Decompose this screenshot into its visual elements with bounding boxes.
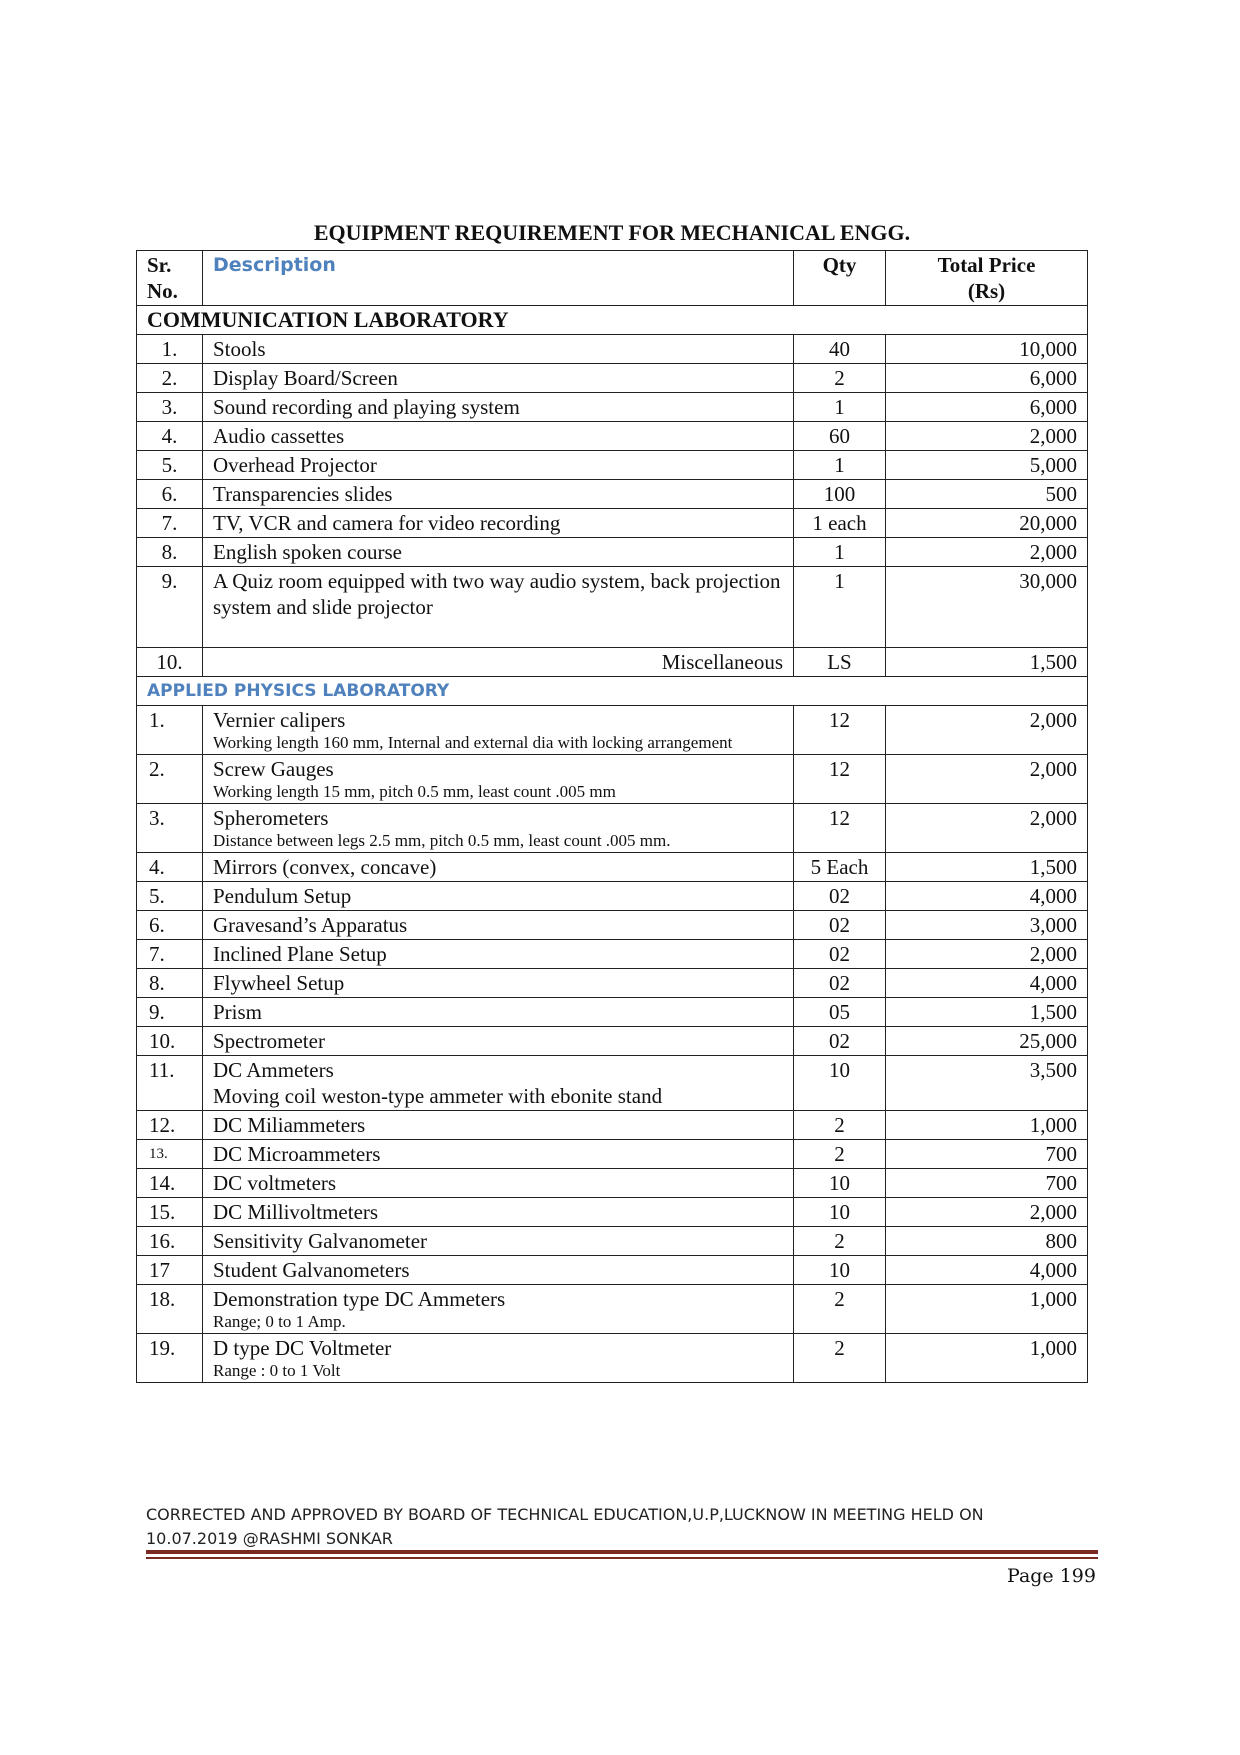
section-row-physics (137, 677, 1088, 706)
table-row (137, 422, 1088, 451)
footer-line-1: CORRECTED AND APPROVED BY BOARD OF TECHNICAL EDUCATION,U.P,LUCKNOW IN MEETING HELD ON (146, 1505, 984, 1524)
row-qty: 2 (794, 1111, 886, 1140)
row-sr: 6. (137, 911, 203, 940)
header-sr-no: Sr. No. (137, 251, 203, 306)
footer-rule-thin (146, 1557, 1098, 1559)
row-description: DC voltmeters (203, 1169, 794, 1198)
row-sr: 9. (137, 998, 203, 1027)
row-sr: 18. (137, 1285, 203, 1334)
row-description: Miscellaneous (203, 648, 794, 677)
row-description: Display Board/Screen (203, 364, 794, 393)
row-qty: 1 (794, 451, 886, 480)
table-row (137, 393, 1088, 422)
row-qty: 10 (794, 1169, 886, 1198)
row-sr: 4. (137, 422, 203, 451)
table-row (137, 1169, 1088, 1198)
section-title-physics: APPLIED PHYSICS LABORATORY (137, 677, 1088, 706)
header-total-price: Total Price (Rs) (886, 251, 1088, 306)
row-qty: 12 (794, 755, 886, 804)
table-row (137, 451, 1088, 480)
row-qty: 10 (794, 1198, 886, 1227)
row-sr: 16. (137, 1227, 203, 1256)
row-description: Flywheel Setup (203, 969, 794, 998)
row-price: 10,000 (886, 335, 1088, 364)
table-row (137, 538, 1088, 567)
row-sr: 1. (137, 706, 203, 755)
header-qty: Qty (794, 251, 886, 306)
table-row (137, 364, 1088, 393)
row-price: 1,000 (886, 1111, 1088, 1140)
table-row (137, 706, 1088, 755)
row-spec: Range; 0 to 1 Amp. (213, 1312, 346, 1331)
table-row (137, 1227, 1088, 1256)
row-sr: 15. (137, 1198, 203, 1227)
row-sr: 14. (137, 1169, 203, 1198)
row-qty: 2 (794, 1285, 886, 1334)
row-sr: 6. (137, 480, 203, 509)
row-spec: Moving coil weston-type ammeter with ebonite stand (213, 1084, 663, 1108)
row-qty: 02 (794, 1027, 886, 1056)
row-description: Demonstration type DC Ammeters Range; 0 to 1 Amp. (203, 1285, 794, 1334)
row-description: Transparencies slides (203, 480, 794, 509)
page-number: Page 199 (1007, 1565, 1096, 1587)
table-row (137, 1111, 1088, 1140)
row-description: Prism (203, 998, 794, 1027)
table-row (137, 1285, 1088, 1334)
row-price: 4,000 (886, 969, 1088, 998)
row-price: 1,000 (886, 1285, 1088, 1334)
row-spec: Working length 160 mm, Internal and external dia with locking arrangement (213, 733, 733, 752)
section-row-communication (137, 306, 1088, 335)
equipment-table (136, 250, 1088, 1383)
row-sr: 5. (137, 882, 203, 911)
row-price: 2,000 (886, 706, 1088, 755)
row-price: 6,000 (886, 393, 1088, 422)
row-qty: 1 each (794, 509, 886, 538)
row-price: 700 (886, 1169, 1088, 1198)
row-price: 2,000 (886, 755, 1088, 804)
table-row (137, 1198, 1088, 1227)
table-header-row (137, 251, 1088, 306)
table-row (137, 1334, 1088, 1383)
row-price: 20,000 (886, 509, 1088, 538)
row-description: DC Ammeters Moving coil weston-type ammeter with ebonite stand (203, 1056, 794, 1111)
row-description: Sound recording and playing system (203, 393, 794, 422)
row-sr: 17 (137, 1256, 203, 1285)
row-description: Spherometers Distance between legs 2.5 mm, pitch 0.5 mm, least count .005 mm. (203, 804, 794, 853)
row-spec: Working length 15 mm, pitch 0.5 mm, least count .005 mm (213, 782, 616, 801)
row-price: 2,000 (886, 422, 1088, 451)
row-sr: 11. (137, 1056, 203, 1111)
row-description: Spectrometer (203, 1027, 794, 1056)
row-description: Gravesand’s Apparatus (203, 911, 794, 940)
row-price: 2,000 (886, 538, 1088, 567)
row-sr: 1. (137, 335, 203, 364)
row-description: Pendulum Setup (203, 882, 794, 911)
row-sr: 8. (137, 969, 203, 998)
row-price: 3,500 (886, 1056, 1088, 1111)
row-sr: 13. (137, 1140, 203, 1169)
row-price: 4,000 (886, 1256, 1088, 1285)
row-description: English spoken course (203, 538, 794, 567)
row-spec: Range : 0 to 1 Volt (213, 1361, 341, 1380)
row-price: 2,000 (886, 940, 1088, 969)
row-qty: 2 (794, 1140, 886, 1169)
row-sr: 10. (137, 648, 203, 677)
row-description: DC Microammeters (203, 1140, 794, 1169)
row-description: Overhead Projector (203, 451, 794, 480)
header-description: Description (203, 251, 794, 306)
row-qty: 1 (794, 538, 886, 567)
row-sr: 7. (137, 509, 203, 538)
row-price: 4,000 (886, 882, 1088, 911)
row-price: 25,000 (886, 1027, 1088, 1056)
table-row (137, 755, 1088, 804)
row-qty: 2 (794, 1334, 886, 1383)
row-qty: 100 (794, 480, 886, 509)
row-spec: Distance between legs 2.5 mm, pitch 0.5 mm, least count .005 mm. (213, 831, 671, 850)
row-description: DC Millivoltmeters (203, 1198, 794, 1227)
row-price: 6,000 (886, 364, 1088, 393)
table-row (137, 480, 1088, 509)
table-row (137, 648, 1088, 677)
row-sr: 9. (137, 567, 203, 648)
table-row (137, 1256, 1088, 1285)
row-price: 30,000 (886, 567, 1088, 648)
row-price: 2,000 (886, 1198, 1088, 1227)
approval-footer (146, 1503, 1096, 1551)
row-sr: 3. (137, 393, 203, 422)
row-qty: 02 (794, 940, 886, 969)
row-price: 1,000 (886, 1334, 1088, 1383)
row-qty: 10 (794, 1056, 886, 1111)
row-description: Inclined Plane Setup (203, 940, 794, 969)
table-row (137, 567, 1088, 648)
row-description: Mirrors (convex, concave) (203, 853, 794, 882)
table-row (137, 1027, 1088, 1056)
row-sr: 12. (137, 1111, 203, 1140)
row-price: 1,500 (886, 998, 1088, 1027)
row-qty: 5 Each (794, 853, 886, 882)
row-description: Audio cassettes (203, 422, 794, 451)
row-sr: 2. (137, 364, 203, 393)
row-description: Sensitivity Galvanometer (203, 1227, 794, 1256)
row-qty: 10 (794, 1256, 886, 1285)
table-row (137, 911, 1088, 940)
footer-line-2: 10.07.2019 @RASHMI SONKAR (146, 1529, 393, 1548)
table-row (137, 853, 1088, 882)
row-sr: 8. (137, 538, 203, 567)
row-price: 3,000 (886, 911, 1088, 940)
row-sr: 2. (137, 755, 203, 804)
row-sr: 4. (137, 853, 203, 882)
document-title: EQUIPMENT REQUIREMENT FOR MECHANICAL ENGG. (313, 220, 911, 245)
row-description: Student Galvanometers (203, 1256, 794, 1285)
row-price: 500 (886, 480, 1088, 509)
row-qty: 60 (794, 422, 886, 451)
row-sr: 5. (137, 451, 203, 480)
row-qty: 05 (794, 998, 886, 1027)
row-qty: LS (794, 648, 886, 677)
table-row (137, 969, 1088, 998)
row-price: 800 (886, 1227, 1088, 1256)
row-sr: 7. (137, 940, 203, 969)
row-qty: 02 (794, 969, 886, 998)
row-description: Vernier calipers Working length 160 mm, Internal and external dia with locking arrangement (203, 706, 794, 755)
row-price: 1,500 (886, 853, 1088, 882)
footer-rule-thick (146, 1550, 1098, 1554)
row-qty: 02 (794, 882, 886, 911)
row-sr: 19. (137, 1334, 203, 1383)
section-title-communication: COMMUNICATION LABORATORY (137, 306, 1088, 335)
row-qty: 40 (794, 335, 886, 364)
table-row (137, 998, 1088, 1027)
table-row (137, 1140, 1088, 1169)
row-price: 5,000 (886, 451, 1088, 480)
row-sr: 3. (137, 804, 203, 853)
row-description: Stools (203, 335, 794, 364)
row-price: 2,000 (886, 804, 1088, 853)
row-description: TV, VCR and camera for video recording (203, 509, 794, 538)
row-qty: 1 (794, 393, 886, 422)
table-row (137, 1056, 1088, 1111)
table-row (137, 804, 1088, 853)
row-qty: 02 (794, 911, 886, 940)
row-description: A Quiz room equipped with two way audio system, back projection system and slide projector (203, 567, 794, 648)
row-qty: 2 (794, 1227, 886, 1256)
table-row (137, 940, 1088, 969)
row-description: Screw Gauges Working length 15 mm, pitch 0.5 mm, least count .005 mm (203, 755, 794, 804)
row-price: 1,500 (886, 648, 1088, 677)
table-row (137, 509, 1088, 538)
row-qty: 1 (794, 567, 886, 648)
row-sr: 10. (137, 1027, 203, 1056)
row-description: DC Miliammeters (203, 1111, 794, 1140)
row-qty: 12 (794, 804, 886, 853)
table-row (137, 335, 1088, 364)
row-price: 700 (886, 1140, 1088, 1169)
row-qty: 12 (794, 706, 886, 755)
row-qty: 2 (794, 364, 886, 393)
row-description: D type DC Voltmeter Range : 0 to 1 Volt (203, 1334, 794, 1383)
table-row (137, 882, 1088, 911)
